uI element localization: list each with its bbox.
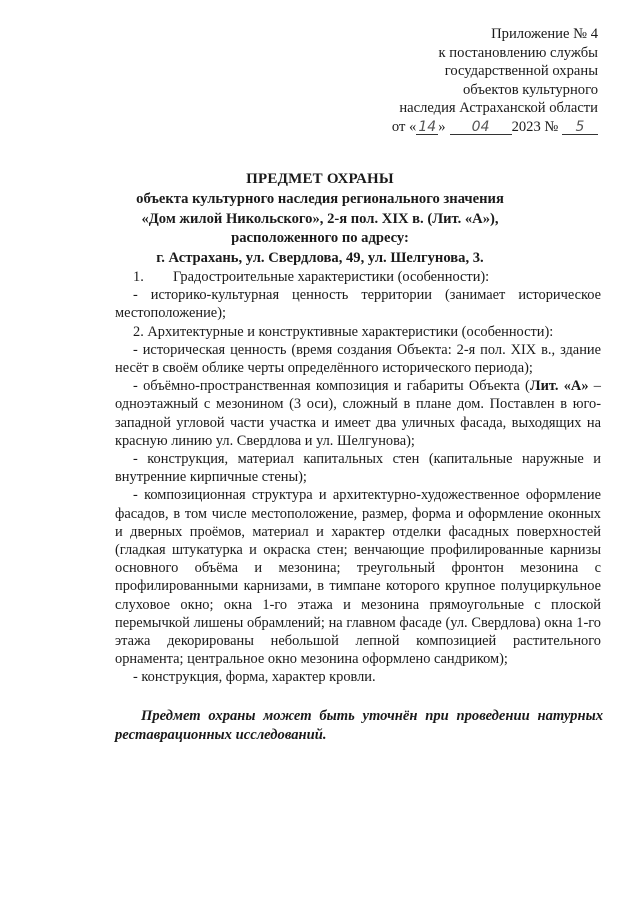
appendix-line-1: Приложение № 4	[491, 26, 598, 42]
date-year: 2023 №	[511, 118, 559, 135]
appendix-header	[340, 25, 598, 137]
document-title	[20, 170, 620, 268]
date-mid: »	[438, 118, 446, 135]
item-2-volume-composition	[115, 377, 601, 450]
appendix-line-3: государственной охраны	[444, 63, 598, 80]
title-line-3: «Дом жилой Никольского», 2-я пол. XIX в. (Лит. «А»),	[141, 210, 499, 227]
item-2-heading: 2. Архитектурные и конструктивные характеристики (особенности):	[133, 323, 554, 340]
appendix-line-5: наследия Астраханской области	[399, 100, 598, 117]
title-line-4: расположенного по адресу:	[231, 230, 409, 247]
item-2-historical-value: - историческая ценность (время создания Объекта: 2-я пол. XIX в., здание несёт в своём облике черты определённого исторического периода);	[115, 341, 601, 377]
item-1-heading	[115, 268, 601, 286]
appendix-date-line	[340, 118, 598, 137]
date-day-handwritten: 14	[416, 120, 438, 135]
appendix-line-4: объектов культурного	[462, 81, 598, 98]
document-body	[115, 268, 601, 687]
item-2-b-start: - объёмно-пространственная композиция и габариты Объекта (	[133, 378, 530, 395]
item-2-facades: - композиционная структура и архитектурно-художественное оформление фасадов, в том числе местоположение, размер, форма и оформление оконных и дверных проёмов, материал и характер отделки фасадных поверхностей (гладкая штукатурка и окраска стен; венчающие профилированные карнизы основного объёма и мезонина; треугольный фронтон мезонина с профилированными карнизами, в тимпане которого крупное полуциркульное слуховое окно; окна 1-го этажа и мезонина прямоугольные с плоской перемычкой лишены обрамлений; на главном фасаде (ул. Свердлова) окна 1-го этажа декорированы небольшой лепной композицией растительного орнамента; центральное окно мезонина оформлено сандриком);	[115, 487, 601, 668]
date-prefix: от «	[391, 118, 417, 135]
item-1-number: 1.	[133, 269, 144, 285]
item-2-roof: - конструкция, форма, характер кровли.	[133, 669, 376, 686]
title-line-5: г. Астрахань, ул. Свердлова, 49, ул. Шелгунова, 3.	[156, 249, 484, 266]
item-1-value: - историко-культурная ценность территории (занимает историческое местоположение);	[115, 287, 601, 322]
date-month-handwritten: 04	[450, 120, 512, 135]
appendix-line-2: к постановлению службы	[438, 44, 598, 61]
closing-note: Предмет охраны может быть уточнён при проведении натурных реставрационных исследований.	[115, 708, 603, 743]
title-main: ПРЕДМЕТ ОХРАНЫ	[246, 171, 394, 187]
title-line-2: объекта культурного наследия регионального значения	[136, 191, 504, 208]
item-2-b-end: –одноэтажный с мезонином (3 оси), сложный в плане дом. Поставлен в юго-западной угловой части участка и имеет два уличных фасада, выходящих на красную линию ул. Свердлова и ул. Шелгунова);	[115, 378, 601, 449]
doc-number-handwritten: 5	[562, 120, 598, 135]
item-1-label: Градостроительные характеристики (особенности):	[173, 269, 490, 285]
item-2-walls: - конструкция, материал капитальных стен (капитальные наружные и внутренние кирпичные стены);	[115, 451, 601, 486]
item-2-b-bold: Лит. «А»	[529, 378, 589, 395]
